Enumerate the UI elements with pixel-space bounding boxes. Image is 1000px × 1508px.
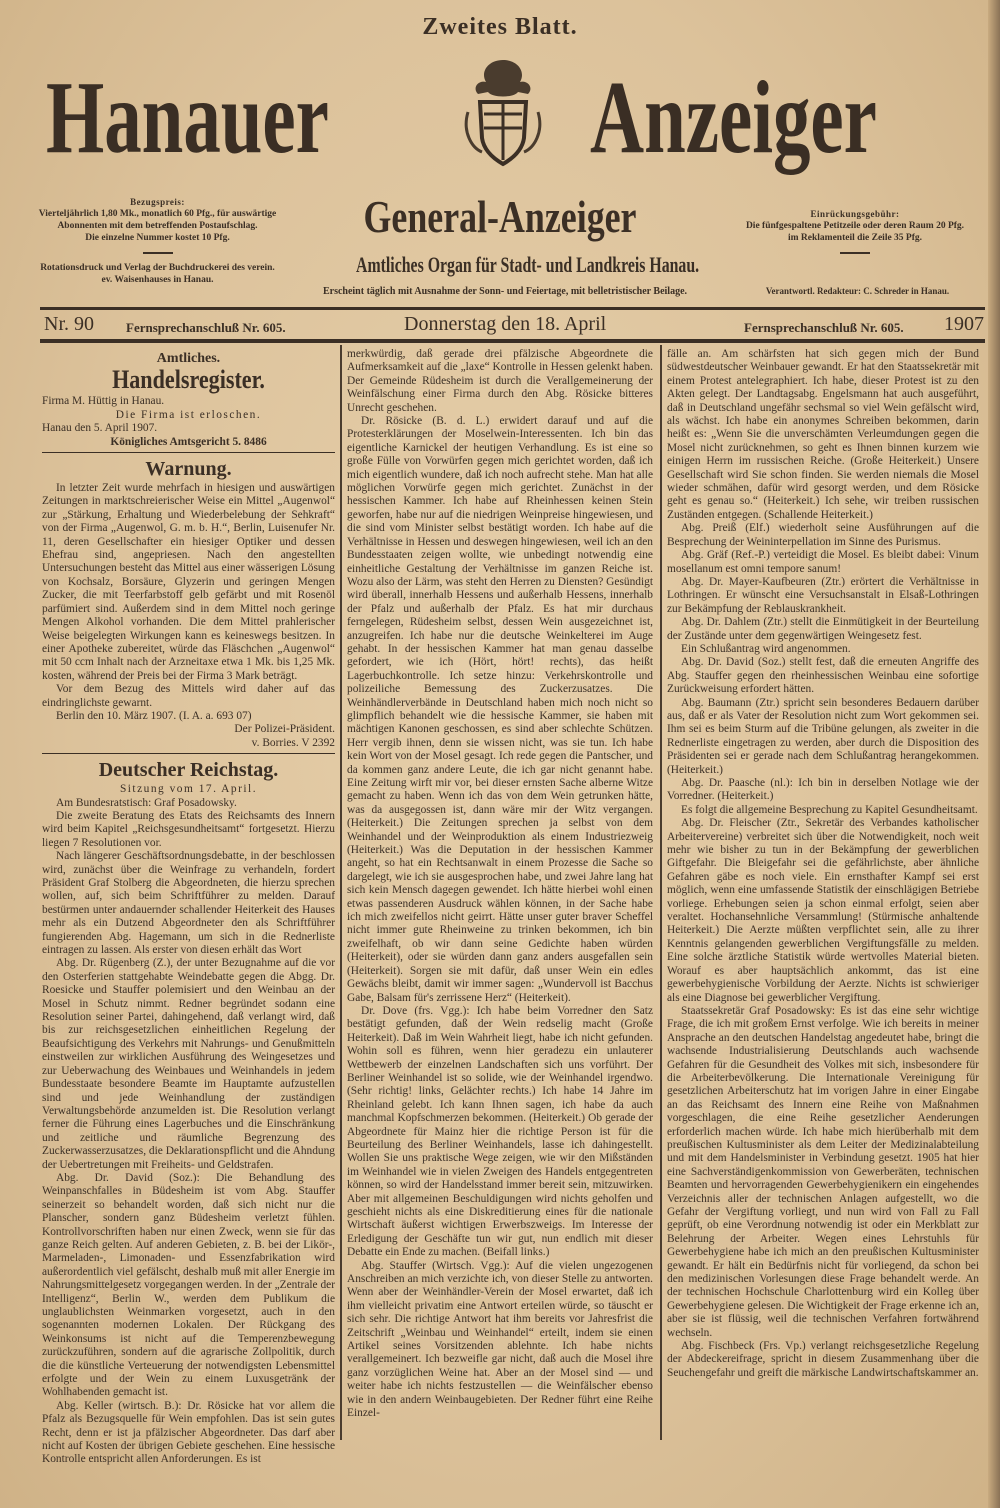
paragraph: Abg. Dr. David (Soz.): Die Behandlung des Weinpanschfalles in Büdesheim ist vom Abg. Stauffer seinerzeit so behandelt worden, daß sich nicht nur die Planscher, sondern ganz Büdesheim verletzt fühlen. Kontrollvorschriften haben nur einen Zweck, wenn sie für das ganze Reich gelten. Auf anderen Gebieten, z. B. bei der Likör-, Marmeladen-, Limonaden- und Essenzfabrikation wird außerordentlich viel gefälscht, deshalb muß mit aller Energie im Nahrungsmittelgesetz vorgegangen werden. In der „Zentrale der Intelligenz“, Berlin W., werden dem Publikum die unglaublichsten Weinmarken vorgesetzt, auch in den sogenannten modernen Lokalen. Der Rückgang des Weinkonsums ist nicht auf die Temperenzbewegung zurückzuführen, sondern auf die agrarische Zollpolitik, durch die die künstliche Verteuerung der notwendigsten Lebensmittel erfolgte und der Wein zu einem Luxusgetränk der Wohlhabenden gemacht ist. [42, 1171, 336, 1399]
page-edge [988, 0, 1000, 1508]
paragraph: Es folgt die allgemeine Besprechung zu Kapitel Gesundheitsamt. [681, 803, 978, 816]
paragraph: In letzter Zeit wurde mehrfach in hiesigen und auswärtigen Zeitungen in marktschreierischer Weise ein Mittel „Augenwol“ zur „Stärkung, Erhaltung und Wiederbelebung der Sehkraft“ von der Firma „Augenwol, G. m. b. H.“, Berlin, Luisenufer Nr. 11, deren Gesellschafter ein hiesiger Optiker und dessen Ehefrau sind, angepriesen. Nach den angestellten Untersuchungen besteht das Mittel aus einer wässerigen Lösung von Kochsalz, Borsäure, Glyzerin und geringen Mengen Zucker, die mit Teerfarbstoff gelb gefärbt und mit Rosenöl parfümiert sind. Außerdem sind in dem Mittel noch geringe Mengen Alkohol vorhanden. Die dem Mittel prahlerischer Weise beigelegten Wirkungen kann es keineswegs besitzen. In einer Apotheke zubereitet, würde das Fläschchen „Augenwol“ mit 50 ccm Inhalt nach der Arzneitaxe etwa 1 Mk. bis 1,25 Mk. kosten, während der Preis bei der Firma 3 Mark beträgt. [42, 482, 335, 682]
subscription-price: Vierteljährlich 1,80 Mk., monatlich 60 Pfg., für auswärtige Abonnenten mit dem betreffenden Postaufschlag. [38, 209, 277, 231]
text-line: Hanau den 5. April 1907. [42, 422, 158, 435]
section-kicker: Amtliches. [156, 351, 221, 366]
paragraph: Die zweite Beratung des Etats des Reichsamts des Innern wird beim Kapitel „Reichsgesundheitsamt“ fortgesetzt. Hierzu liegen 7 Resolutionen vor. [42, 809, 335, 849]
paragraph: Vor dem Bezug des Mittels wird daher auf das eindringlichste gewarnt. [42, 683, 335, 709]
masthead-title-left: Hanauer [46, 60, 329, 175]
paragraph: Abg. Fischbeck (Frs. Vp.) verlangt reichsgesetzliche Regelung der Abdeckereifrage, spricht in diesem Zusammenhang über die Seuchengefahr und greift die märkische Landwirtschaftskammer an. [667, 1340, 979, 1379]
advertising-rate: Die fünfgespaltene Petitzeile oder deren Raum 20 Pfg. [745, 221, 965, 231]
issue-year: 1907 [944, 313, 984, 335]
paragraph: Abg. Gräf (Ref.-P.) verteidigt die Mosel. Es bleibt dabei: Vinum mosellanum est omni tempore sanum! [667, 549, 979, 575]
divider [143, 252, 173, 254]
paragraph: Staatssekretär Graf Posadowsky: Es ist das eine sehr wichtige Frage, die ich mit großem Ernst verfolge. Wie ich bereits in meiner Ansprache an den deutschen Handelstag angedeutet habe, bringt die wachsende Industrialisierung Deutschlands auch wachsende Gefahren für die Gesundheit des Volkes mit sich, insbesondere für die Arbeiterbevölkerung. Die Internationale Vereinigung für gesetzlichen Arbeiterschutz hat im vorigen Jahre in einer Eingabe an das Reichsamt des Innern eine Reihe von Maßnahmen vorgeschlagen, die eine Reihe gesetzlicher Aenderungen erforderlich machen würde. Ich habe mich hierüberhalb mit dem preußischen Kultusminister als dem Leiter der Medizinalabteilung und mit dem Handelsminister in Verbindung gesetzt. 1905 hat hier eine Sachverständigenkommission von Gewerberäten, technischen Beamten und hervorragenden Gewerbehygienikern ein eingehendes Verzeichnis aller der technischen Anlagen aufgestellt, wo die Gefahr der Vergiftung vorliegt, und nun wird von Fall zu Fall geprüft, ob eine Verordnung notwendig ist oder ein Merkblatt zur Belehrung der Arbeiter. Wegen eines Lehrstuhls für Gewerbehygiene habe ich mich an den preußischen Kultusminister gewandt. Er hält ein Bedürfnis nicht für vorliegend, da schon bei den medizinischen Vorlesungen diese Frage behandelt werde. An der technischen Hochschule Charlottenburg wird ein Kolleg über Gewerbehygiene gelesen. Die Wichtigkeit der Frage erkenne ich an, aber sie ist flüssig, weil die technischen Verfahren fortwährend wechseln. [667, 1004, 979, 1339]
phone-right: Fernsprechanschluß Nr. 605. [744, 320, 904, 335]
single-copy-price: Die einzelne Nummer kostet 10 Pfg. [85, 233, 230, 243]
signature-line: v. Borries. V 2392 [251, 736, 335, 749]
signature-line: Königliches Amtsgericht 5. 8486 [110, 435, 267, 448]
publisher-info: Rotationsdruck und Verlag der Buchdruckerei des verein. ev. Waisenhauses in Hanau. [40, 263, 275, 285]
editor-info: Verantwortl. Redakteur: C. Schreder in Hanau. [765, 286, 950, 296]
advertising-box [730, 208, 980, 262]
subscription-box [35, 196, 280, 286]
divider [840, 252, 870, 254]
text-line: fälle an. Am schärfsten hat sich gegen mich der Bund südwestdeutscher Weinbauer gewandt. Er hat den Staatssekretär mit einem Protest antelegraphiert. Ich habe, dieser Protest ist zu den Akten gelegt. Der Landtagsabg. Engelsmann hat auch ausgeführt, daß in Deutschland ungefähr sechsmal so viel Wein gefälscht wird, als wächst. Ich habe ein anonymes Schreiben bekommen, darin heißt es: „Wenn Sie die unverschämten Verleumdungen gegen die Mosel nicht zurücknehmen, so geht es Ihnen binnen kurzem wie einigen Herrn im russischen Reiche. (Große Heiterkeit.) Unsere Gesellschaft wird Sie schon finden. Sie werden niemals die Mosel wieder schmähen, dafür wird gesorgt werden, und dem Rösicke geht es genau so.“ (Heiterkeit.) Ich sehe, wir treiben russischen Zuständen entgegen. (Schallende Heiterkeit.) [667, 348, 979, 521]
text-line: merkwürdig, daß gerade drei pfälzische Abgeordnete die Aufmerksamkeit auf die „laxe“ Kontrolle in Hessen gelenkt haben. Der Gemeinde Rüdesheim ist durch die Verallgemeinerung der Weinfälschung einer Firma durch den Abg. Rösicke bitteres Unrecht geschehen. [347, 348, 653, 414]
signature-line: Der Polizei-Präsident. [234, 723, 335, 736]
article-heading: Deutscher Reichstag. [42, 753, 335, 783]
advertising-heading: Einrückungsgebühr: [810, 209, 900, 219]
column-1 [42, 348, 336, 1466]
publication-schedule: Erscheint täglich mit Ausnahme der Sonn- und Feiertage, mit belletristischer Beilage. [322, 286, 688, 297]
article-heading: Warnung. [42, 452, 335, 482]
subscription-heading: Bezugspreis: [130, 197, 185, 207]
header-rule-bottom [40, 339, 985, 343]
paragraph: Dr. Dove (frs. Vgg.): Ich habe beim Vorredner den Satz bestätigt gefunden, daß der Wein redselig macht (Große Heiterkeit). Daß im Wein Wahrheit liegt, habe ich nicht gefunden. Wohin soll es führen, wenn hier geradezu ein unlauterer Wettbewerb der einzelnen Landschaften sich uns vorführt. Der Berliner Weinhandel ist so solide, wie der Weinhandel irgendwo. (Sehr richtig! links, Gelächter rechts.) Ich habe 14 Jahre im Rheinland gelebt. Ich kann Ihnen sagen, ich habe da auch manchmal Kopfschmerzen bekommen. (Heiterkeit.) Ob gerade der Abgeordnete für Mainz hier die richtige Person ist für die Beurteilung des Berliner Weinhandels, lasse ich dahingestellt. Wollen Sie uns praktische Wege zeigen, wie wir den Mißständen im Weinhandel wie in vielen Zweigen des Handels entgegentreten können, so wird der Handelsstand immer bereit sein, mitzuwirken. Aber mit allgemeinen Beschuldigungen wird nichts geholfen und geschieht nichts als eine Diskreditierung eines für die nationale Wirtschaft äußerst wichtigen Erwerbszweigs. Im Interesse der Erledigung der Geschäfte tun wir gut, nun endlich mit dieser Debatte ein Ende zu machen. (Beifall links.) [347, 1004, 653, 1259]
paragraph: Abg. Dr. Mayer-Kaufbeuren (Ztr.) erörtert die Verhältnisse in Lothringen. Er wünscht eine Versuchsanstalt in Elsaß-Lothringen zur Bekämpfung der Reblauskrankheit. [667, 575, 979, 615]
paragraph: Abg. Dr. Rügenberg (Z.), der unter Bezugnahme auf die vor den Osterferien stattgehabte Weindebatte gegen die Abgg. Dr. Roesicke und Stauffer polemisiert und den Weinbau an der Mosel in Schutz nimmt. Redner begründet sodann eine Resolution seiner Partei, dahingehend, daß verlangt wird, daß bis zur reichsgesetzlichen einheitlichen Regelung der Beaufsichtigung des Verkehrs mit Nahrungs- und Genußmitteln einstweilen zur wirklichen Ausführung des Weingesetzes und zur Ueberwachung des Weinbaues und Weinhandels in jedem Bundesstaate besondere Beamte im Hauptamte aufzustellen sind und jede Weinhandlung der zuständigen Verwaltungsbehörde anzumelden ist. Die Resolution verlangt ferner die Führung eines Lagerbuches und die Einschränkung und zeitliche und räumliche Begrenzung des Zuckerwasserzusatzes, die Deklarationspflicht und die Ahndung der Uebertretungen mit Freiheits- und Geldstrafen. [42, 957, 335, 1171]
column-rule [340, 345, 342, 1440]
coat-of-arms-icon [458, 52, 548, 172]
paragraph: Abg. Baumann (Ztr.) spricht sein besonderes Bedauern darüber aus, daß er als Vater der Resolution nicht zum Wort gekommen sei. Ihm sei es beim Sturm auf die Tribüne gelungen, als zweiter in die Rednerliste eingetragen zu werden, aber durch die Disposition des Präsidenten sei er gerade nach dem Schlußantrag herangekommen. (Heiterkeit.) [667, 696, 979, 776]
phone-left: Fernsprechanschluß Nr. 605. [126, 320, 286, 335]
advertising-rate-reclame: im Reklamenteil die Zeile 35 Pfg. [787, 233, 923, 243]
issue-date: Donnerstag den 18. April [404, 313, 607, 335]
paragraph: Abg. Preiß (Elf.) wiederholt seine Ausführungen auf die Besprechung der Weininterpellation im Sinne des Purismus. [667, 522, 979, 548]
header-rule-top [40, 307, 985, 310]
paragraph: Abg. Stauffer (Wirtsch. Vgg.): Auf die vielen ungezogenen Anschreiben an mich verzichte ich, von dieser Stelle zu antworten. Wenn aber der Weinhändler-Verein der Mosel erwartet, daß ich ihm vielleicht privatim eine Antwort erteilen würde, so täuscht er sich sehr. Die richtige Antwort hat ihm bereits vor Jahresfrist die Zeitschrift „Weinbau und Weinhandel“ erteilt, indem sie einen Artikel seines Vorsitzenden ablehnte. Ich habe nichts verallgemeinert. Ich bezweifle gar nicht, daß auch die Mosel ihre ganz vorzüglichen Weine hat. Aber an der Mosel sind — und weiter habe ich nichts festzustellen — die Weinfälscher ebenso wie in den andern Weinbaugebieten. Der Redner führt eine Reihe Einzel- [347, 1259, 653, 1420]
paragraph: Abg. Dr. Fleischer (Ztr., Sekretär des Verbandes katholischer Arbeitervereine) verbreitet sich über die Notwendigkeit, noch weit mehr wie bisher zu tun in der Bekämpfung der gewerblichen Giftgefahr. Die Bleigefahr sei die gefährlichste, aber ähnliche Gefahren gäbe es noch viele. Ein ernsthafter Kampf sei erst möglich, wenn eine umfassende Statistik der einschlägigen Betriebe vorliege. Erhebungen seien ja schon einmal erfolgt, seien aber veraltet. Hochansehnliche Versammlung! (Stürmische anhaltende Heiterkeit.) Die Aerzte müßten verpflichtet sein, alle zu ihrer Kenntnis gelangenden gewerblichen Vergiftungsfälle zu melden. Eine solche ärztliche Statistik würde wertvolles Material bieten. Worauf es aber hauptsächlich ankommt, das ist eine gewerbehygienische Vorbildung der Aerzte. Nichts ist schwieriger als eine Diagnose bei gewerblicher Vergiftung. [667, 817, 979, 1004]
paragraph: Nach längerer Geschäftsordnungsdebatte, in der beschlossen wird, zunächst über die Weinfrage zu verhandeln, fordert Präsident Graf Stolberg die Abgeordneten, die hierzu sprechen wollen, auf, sich beim Schriftführer zu melden. Darauf bestürmen unter andauernder schallender Heiterkeit des Hauses mehr als ein Dutzend Abgeordneter den als Schriftführer fungierenden Abg. Hagemann, um sich in die Rednerliste eintragen zu lassen. Als erster von diesen erhält das Wort [42, 850, 335, 957]
paragraph: Abg. Dr. David (Soz.) stellt fest, daß die erneuten Angriffe des Abg. Stauffer gegen den rheinhessischen Weinbau eine sofortige Zurückweisung erfordert hätten. [667, 656, 979, 696]
official-organ: Amtliches Organ für Stadt- und Landkreis Hanau. [356, 252, 700, 277]
subtitle: General-Anzeiger [363, 191, 637, 242]
paragraph: Ein Schlußantrag wird angenommen. [681, 642, 851, 655]
text-line: Firma M. Hüttig in Hanau. [42, 395, 165, 408]
issue-number: Nr. 90 [44, 313, 94, 335]
column-3 [667, 348, 979, 1443]
column-2 [347, 348, 653, 1443]
centered-line: Die Firma ist erloschen. [115, 408, 262, 421]
masthead-title-right: Anzeiger [590, 60, 877, 175]
paragraph: Abg. Dr. Dahlem (Ztr.) stellt die Einmütigkeit in der Beurteilung der Zustände unter dem gegenwärtigen Weingesetz fest. [667, 616, 979, 642]
paragraph: Am Bundesratstisch: Graf Posadowsky. [56, 796, 237, 809]
section-heading: Handelsregister. [112, 365, 265, 395]
column-rule [660, 345, 662, 1440]
paragraph: Abg. Keller (wirtsch. B.): Dr. Rösicke hat vor allem die Pfalz als Bezugsquelle für Wein empfohlen. Das ist sein gutes Recht, denn er ist ja pfälzischer Abgeordneter. Das darf aber nicht auf Kosten der übrigen Gebiete geschehen. Eine hessische Kontrolle entspricht allen Anforderungen. Es ist [42, 1399, 335, 1466]
paragraph: Berlin den 10. März 1907. (I. A. a. 693 07) [56, 709, 252, 722]
paragraph: Dr. Rösicke (B. d. L.) erwidert darauf und auf die Protesterklärungen der Moselwein-Interessenten. Ich bin das eigentliche Karnickel der heutigen Verhandlung. Es ist eine so große Fülle von Vorwürfen gegen mich gerichtet worden, daß ich mich eigentlich wundere, daß ich noch aufrecht stehe. Man hat alle möglichen Vorwürfe gegen mich gerichtet. Zunächst in der hessischen Kammer. Ich habe auf Rheinhessen keinen Stein geworfen, habe nur auf die niedrigen Weinpreise hingewiesen, und die sind vom Minister selbst bestätigt worden. Ich habe auf die Verhältnisse in Hessen und deswegen hingewiesen, weil ich an den Bundesstaaten zeigen wollte, wie unbedingt notwendig eine einheitliche Gestaltung der Verhältnisse im ganzen Reiche ist. Wozu also der Lärm, was steht den Herren zu Diensten? Gesündigt wird überall, innerhalb Hessens und außerhalb Hessens, innerhalb der Pfalz und außerhalb der Pfalz. Es hat mir durchaus ferngelegen, Rüdesheim selbst, dessen Wein ausgezeichnet ist, anzugreifen. Ich habe nur die deutsche Weinkelterei im Auge gehabt. In der hessischen Kammer hat man genau dasselbe gefordert, wie ich (Hört, hört! rechts), das heißt Lagerbuchkontrolle. Ich setze hinzu: Verkehrskontrolle und polizeiliche Bemessung des Zuckerzusatzes. Die Weinhändlerverbände in Deutschland haben mich noch nicht so glimpflich behandelt wie die hessische Kammer, sie haben mit mächtigen Kanonen geschossen, es sind aber schlechte Schützen. Herr vergib ihnen, denn sie wissen nicht, was sie tun. Ich habe kein Wort von der Mosel gesagt. Ich rede gegen die Pantscher, und da kommen ganz andere Leute, die ich gar nicht genannt habe. Eine Zeitung wirft mir vor, bei dieser ernsten Sache alberne Witze gemacht zu haben. Wenn ich das von dem Wein getrunken hätte, was da ausgegossen ist, dann wäre mir der Witz vergangen. (Heiterkeit.) Die Zeitungen sprechen ja selbst von dem Weinhandel und der Weinproduktion als einem Industriezweig (Heiterkeit.) Was die Deputation in der hessischen Kammer angeht, so hat ein Rechtsanwalt in einem Prozesse die Sache so dargelegt, wie ich sie ausgesprochen habe, und zwei Jahre lang hat sich kein Mensch dagegen gewendet. Ich hätte hierbei wohl einen etwas passenderen Ausdruck wählen können, in der Sache habe ich mich zweifellos nicht geirrt. Hätte unser guter braver Scheffel nicht immer gute Rheinweine zu trinken bekommen, ich bin zweifelhaft, ob wir dann seine Gedichte haben würden (Heiterkeit), oder sie würden dann ganz anders ausgefallen sein (Heiterkeit). Sorgen sie mit dafür, daß unser Wein ein edles Gewächs bleibt, damit wir immer sagen: „Wundervoll ist Bacchus Gabe, Balsam für's zerrissene Herz“ (Heiterkeit). [347, 415, 653, 1004]
paragraph: Abg. Dr. Paasche (nl.): Ich bin in derselben Notlage wie der Vorredner. (Heiterkeit.) [667, 777, 979, 803]
centered-line: Sitzung vom 17. April. [119, 783, 258, 796]
edition-label: Zweites Blatt. [422, 14, 578, 40]
dateline [44, 312, 984, 336]
